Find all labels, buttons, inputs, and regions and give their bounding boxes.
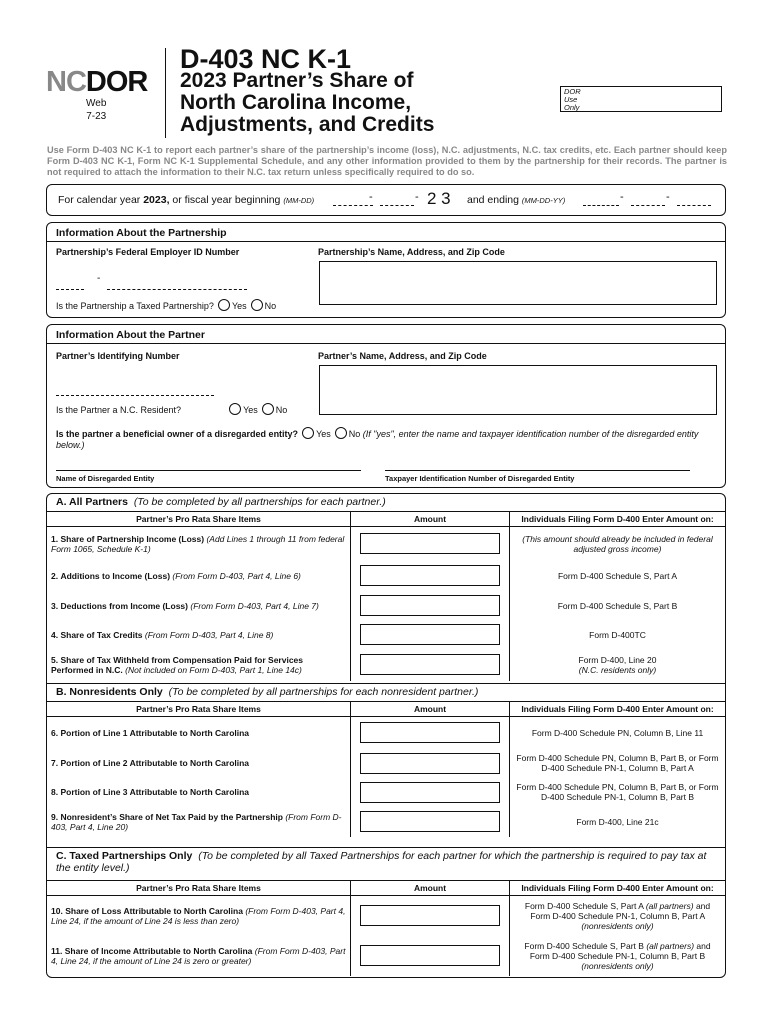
line-6-row: 6. Portion of Line 1 Attributable to North Carolina Form D-400 Schedule PN, Column B, Line 11: [47, 717, 725, 749]
line-8-amount[interactable]: [360, 782, 500, 803]
begin-day-field[interactable]: [380, 195, 414, 206]
line-1-row: 1. Share of Partnership Income (Loss) (Add Lines 1 through 11 from federal Form 1065, Schedule K-1) (This amount should already be included in federal adjusted gross income): [47, 527, 725, 561]
partnership-name-address-field[interactable]: [319, 261, 717, 305]
line-1-amount[interactable]: [360, 533, 500, 554]
partnership-info-heading: Information About the Partnership: [56, 227, 227, 239]
line-9-row: 9. Nonresident’s Share of Net Tax Paid by the Partnership (From Form D-403, Part 4, Line 20) Form D-400, Line 21c: [47, 807, 725, 837]
resident-yes-radio[interactable]: [229, 403, 241, 415]
beneficial-no-radio[interactable]: [335, 427, 347, 439]
line-3-amount[interactable]: [360, 595, 500, 616]
taxed-no-radio[interactable]: [251, 299, 263, 311]
entity-name-label: Name of Disregarded Entity: [56, 474, 155, 483]
line-2-amount[interactable]: [360, 565, 500, 586]
section-c-title: C. Taxed Partnerships Only (To be completed by all Taxed Partnerships for each partner for which the partnership is required to pay tax at the entity level.): [56, 850, 707, 874]
begin-month-field[interactable]: [333, 195, 373, 206]
entity-tin-label: Taxpayer Identification Number of Disregarded Entity: [385, 474, 575, 483]
section-b-table: Partner’s Pro Rata Share Items Amount Individuals Filing Form D-400 Enter Amount on: 6. Portion of Line 1 Attributable to North Carolina Form D-400 Schedule PN, Column B, Line 11 7. Portion of Line 2 Attributable to North Carolina Form D-400 Schedule PN, Column B, Part B, or Form D-400 Schedule PN-1, Column B, Part A 8. Portion of Line 3 Attributable to North Carolina Form D-400 Schedule PN, Column B, Part B, or Form D-400 Schedule PN-1, Column B, Part B 9. Nonresident’s Share of Net Tax Paid by the Partnership (From Form D-403, Part 4, Line 20) Form D-400, Line 21c: [47, 701, 725, 837]
end-day-field[interactable]: [631, 195, 665, 206]
ending-label: and ending (MM-DD-YY): [467, 194, 566, 206]
partner-id-label: Partner’s Identifying Number: [56, 351, 180, 361]
form-number: D-403 NC K-1: [180, 44, 352, 74]
line-7-row: 7. Portion of Line 2 Attributable to North Carolina Form D-400 Schedule PN, Column B, Part B, or Form D-400 Schedule PN-1, Column B, Part A: [47, 749, 725, 778]
line-10-amount[interactable]: [360, 905, 500, 926]
resident-question: Is the Partner a N.C. Resident? Yes No: [56, 405, 288, 415]
ncdor-logo: NCDOR: [46, 66, 148, 98]
section-a-table: Partner’s Pro Rata Share Items Amount Individuals Filing Form D-400 Enter Amount on: 1. Share of Partnership Income (Loss) (Add Lines 1 through 11 from federal Form 1065, Schedule K-1) (This amount should already be included in federal adjusted gross income) 2. Additions to Income (Loss) (From Form D-403, Part 4, Line 6) Form D-400 Schedule S, Part A 3. Deductions from Income (Loss) (From Form D-403, Part 4, Line 7) Form D-400 Schedule S, Part B 4. Share of Tax Credits (From Form D-403, Part 4, Line 8) Form D-400TC 5. Share of Tax Withheld from Compensation Paid for Services Performed in N.C. (Not included on Form D-403, Part 1, Line 14c) Form D-400, Line 20 (N.C. residents only): [47, 511, 725, 681]
line-11-row: 11. Share of Income Attributable to North Carolina (From Form D-403, Part 4, Line 24, if the amount of Line 24 is zero or greater) Form D-400 Schedule S, Part B (all partners) and Form D-400 Schedule PN-1, Column B, Part B (nonresidents only): [47, 936, 725, 976]
line-8-row: 8. Portion of Line 3 Attributable to North Carolina Form D-400 Schedule PN, Column B, Part B, or Form D-400 Schedule PN-1, Column B, Part B: [47, 778, 725, 807]
form-title: 2023 Partner’s Share of North Carolina Income, Adjustments, and Credits: [180, 69, 435, 136]
line-5-row: 5. Share of Tax Withheld from Compensation Paid for Services Performed in N.C. (Not included on Form D-403, Part 1, Line 14c) Form D-400, Line 20 (N.C. residents only): [47, 649, 725, 681]
line-5-amount[interactable]: [360, 654, 500, 675]
taxed-yes-radio[interactable]: [218, 299, 230, 311]
section-a-title: A. All Partners (To be completed by all partnerships for each partner.): [56, 496, 386, 508]
instructions-text: Use Form D-403 NC K-1 to report each partner’s share of the partnership’s income (loss), N.C. adjustments, N.C. tax credits, etc. Each partner should keep Form D-403 NC K-1, Form NC K-1 Supplemental Schedule, and any other information provided to them by the partnership for their records. The partner is not required to attach the information to their N.C. tax return unless specifically required to do so.: [47, 145, 727, 177]
line-6-amount[interactable]: [360, 722, 500, 743]
line-4-amount[interactable]: [360, 624, 500, 645]
partnership-info-box: Information About the Partnership Partnership’s Federal Employer ID Number Partnership’s Name, Address, and Zip Code - Is the Partnership a Taxed Partnership? Yes No: [46, 222, 726, 318]
partner-info-heading: Information About the Partner: [56, 329, 205, 341]
fiscal-year-box: For calendar year 2023, or fiscal year beginning (MM-DD) - - 2 3 and ending (MM-DD-YY) - -: [46, 184, 726, 216]
line-2-row: 2. Additions to Income (Loss) (From Form D-403, Part 4, Line 6) Form D-400 Schedule S, Part A: [47, 561, 725, 591]
partner-info-box: [46, 324, 726, 488]
fein-prefix-field[interactable]: [56, 279, 84, 290]
resident-no-radio[interactable]: [262, 403, 274, 415]
entity-name-field[interactable]: [56, 470, 361, 471]
partner-id-field[interactable]: [56, 385, 214, 396]
line-3-row: 3. Deductions from Income (Loss) (From Form D-403, Part 4, Line 7) Form D-400 Schedule S, Part B: [47, 591, 725, 621]
lines-box: [46, 493, 726, 978]
partner-name-label: Partner’s Name, Address, and Zip Code: [318, 351, 487, 361]
begin-year-suffix: 2 3: [427, 189, 451, 208]
fein-label: Partnership’s Federal Employer ID Number: [56, 247, 240, 257]
taxed-partnership-question: Is the Partnership a Taxed Partnership? Yes No: [56, 301, 277, 311]
fein-field[interactable]: [107, 279, 247, 290]
fiscal-year-label: For calendar year 2023, or fiscal year beginning (MM-DD): [58, 194, 315, 206]
header-divider: [165, 48, 166, 138]
end-year-field[interactable]: [677, 195, 711, 206]
end-month-field[interactable]: [583, 195, 619, 206]
line-11-amount[interactable]: [360, 945, 500, 966]
beneficial-yes-radio[interactable]: [302, 427, 314, 439]
entity-tin-field[interactable]: [385, 470, 690, 471]
partner-name-address-field[interactable]: [319, 365, 717, 415]
line-9-amount[interactable]: [360, 811, 500, 832]
revision-info: Web 7-23: [86, 98, 107, 122]
section-c-table: Partner’s Pro Rata Share Items Amount Individuals Filing Form D-400 Enter Amount on: 10. Share of Loss Attributable to North Carolina (From Form D-403, Part 4, Line 24, if the amount of Line 24 is less than zero) Form D-400 Schedule S, Part A (all partners) and Form D-400 Schedule PN-1, Column B, Part A (nonresidents only) 11. Share of Income Attributable to North Carolina (From Form D-403, Part 4, Line 24, if the amount of Line 24 is zero or greater) Form D-400 Schedule S, Part B (all partners) and Form D-400 Schedule PN-1, Column B, Part B (nonresidents only): [47, 880, 725, 976]
beneficial-owner-question: Is the partner a beneficial owner of a disregarded entity? Yes No (If "yes", enter the name and taxpayer identification number of the disregarded entity below.): [56, 429, 699, 450]
section-b-title: B. Nonresidents Only (To be completed by all partnerships for each nonresident partner.): [56, 686, 479, 698]
partnership-name-label: Partnership’s Name, Address, and Zip Code: [318, 247, 505, 257]
line-10-row: 10. Share of Loss Attributable to North Carolina (From Form D-403, Part 4, Line 24, if the amount of Line 24 is less than zero) Form D-400 Schedule S, Part A (all partners) and Form D-400 Schedule PN-1, Column B, Part A (nonresidents only): [47, 896, 725, 936]
dor-use-only-box: DOR Use Only: [560, 86, 722, 112]
line-7-amount[interactable]: [360, 753, 500, 774]
line-4-row: 4. Share of Tax Credits (From Form D-403, Part 4, Line 8) Form D-400TC: [47, 621, 725, 649]
